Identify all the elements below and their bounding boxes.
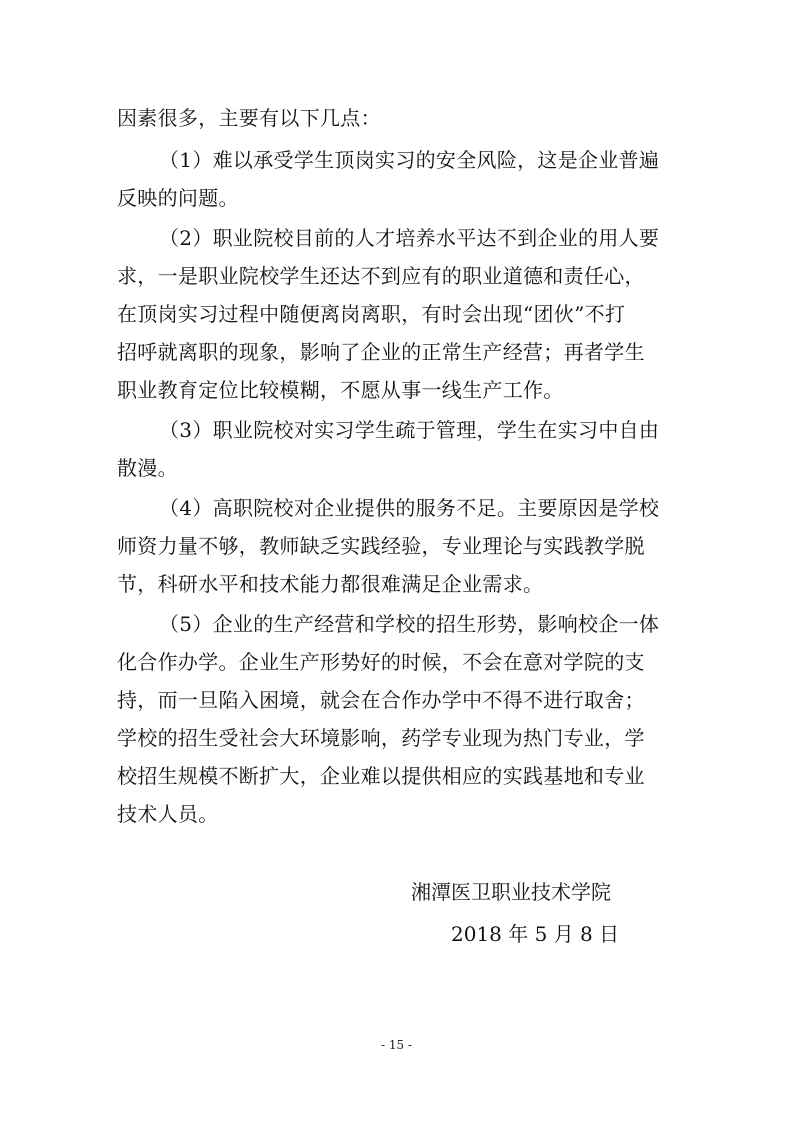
body-line: 职业教育定位比较模糊，不愿从事一线生产工作。 — [117, 378, 564, 402]
body-line: 在顶岗实习过程中随便离岗离职，有时会出现“团伙”不打 — [117, 302, 626, 326]
body-line: 技术人员。 — [117, 802, 219, 826]
body-line: （3）职业院校对实习学生疏于管理，学生在实习中自由 — [159, 418, 660, 442]
body-line: （4）高职院校对企业提供的服务不足。主要原因是学校 — [159, 496, 660, 520]
body-line: 反映的问题。 — [117, 186, 239, 210]
body-line: （2）职业院校目前的人才培养水平达不到企业的用人要 — [159, 226, 660, 250]
body-line: 化合作办学。企业生产形势好的时候，不会在意对学院的支 — [117, 650, 645, 674]
body-line: 求，一是职业院校学生还达不到应有的职业道德和责任心， — [117, 264, 645, 288]
body-line: 学校的招生受社会大环境影响，药学专业现为热门专业，学 — [117, 726, 645, 750]
body-line: （1）难以承受学生顶岗实习的安全风险，这是企业普遍 — [159, 148, 660, 172]
body-line: 因素很多，主要有以下几点： — [117, 106, 381, 130]
body-line: 师资力量不够，教师缺乏实践经验，专业理论与实践教学脱 — [117, 534, 645, 558]
body-line: 节，科研水平和技术能力都很难满足企业需求。 — [117, 572, 544, 596]
signature-org: 湘潭医卫职业技术学院 — [411, 880, 611, 904]
body-line: 校招生规模不断扩大，企业难以提供相应的实践基地和专业 — [117, 764, 645, 788]
signature-date: 2018 年 5 月 8 日 — [451, 922, 620, 946]
page-number: - 15 - — [380, 1038, 412, 1052]
body-line: （5）企业的生产经营和学校的招生形势，影响校企一体 — [159, 612, 660, 636]
body-line: 招呼就离职的现象，影响了企业的正常生产经营；再者学生 — [117, 340, 645, 364]
body-line: 散漫。 — [117, 456, 178, 480]
body-line: 持，而一旦陷入困境，就会在合作办学中不得不进行取舍； — [117, 688, 645, 712]
